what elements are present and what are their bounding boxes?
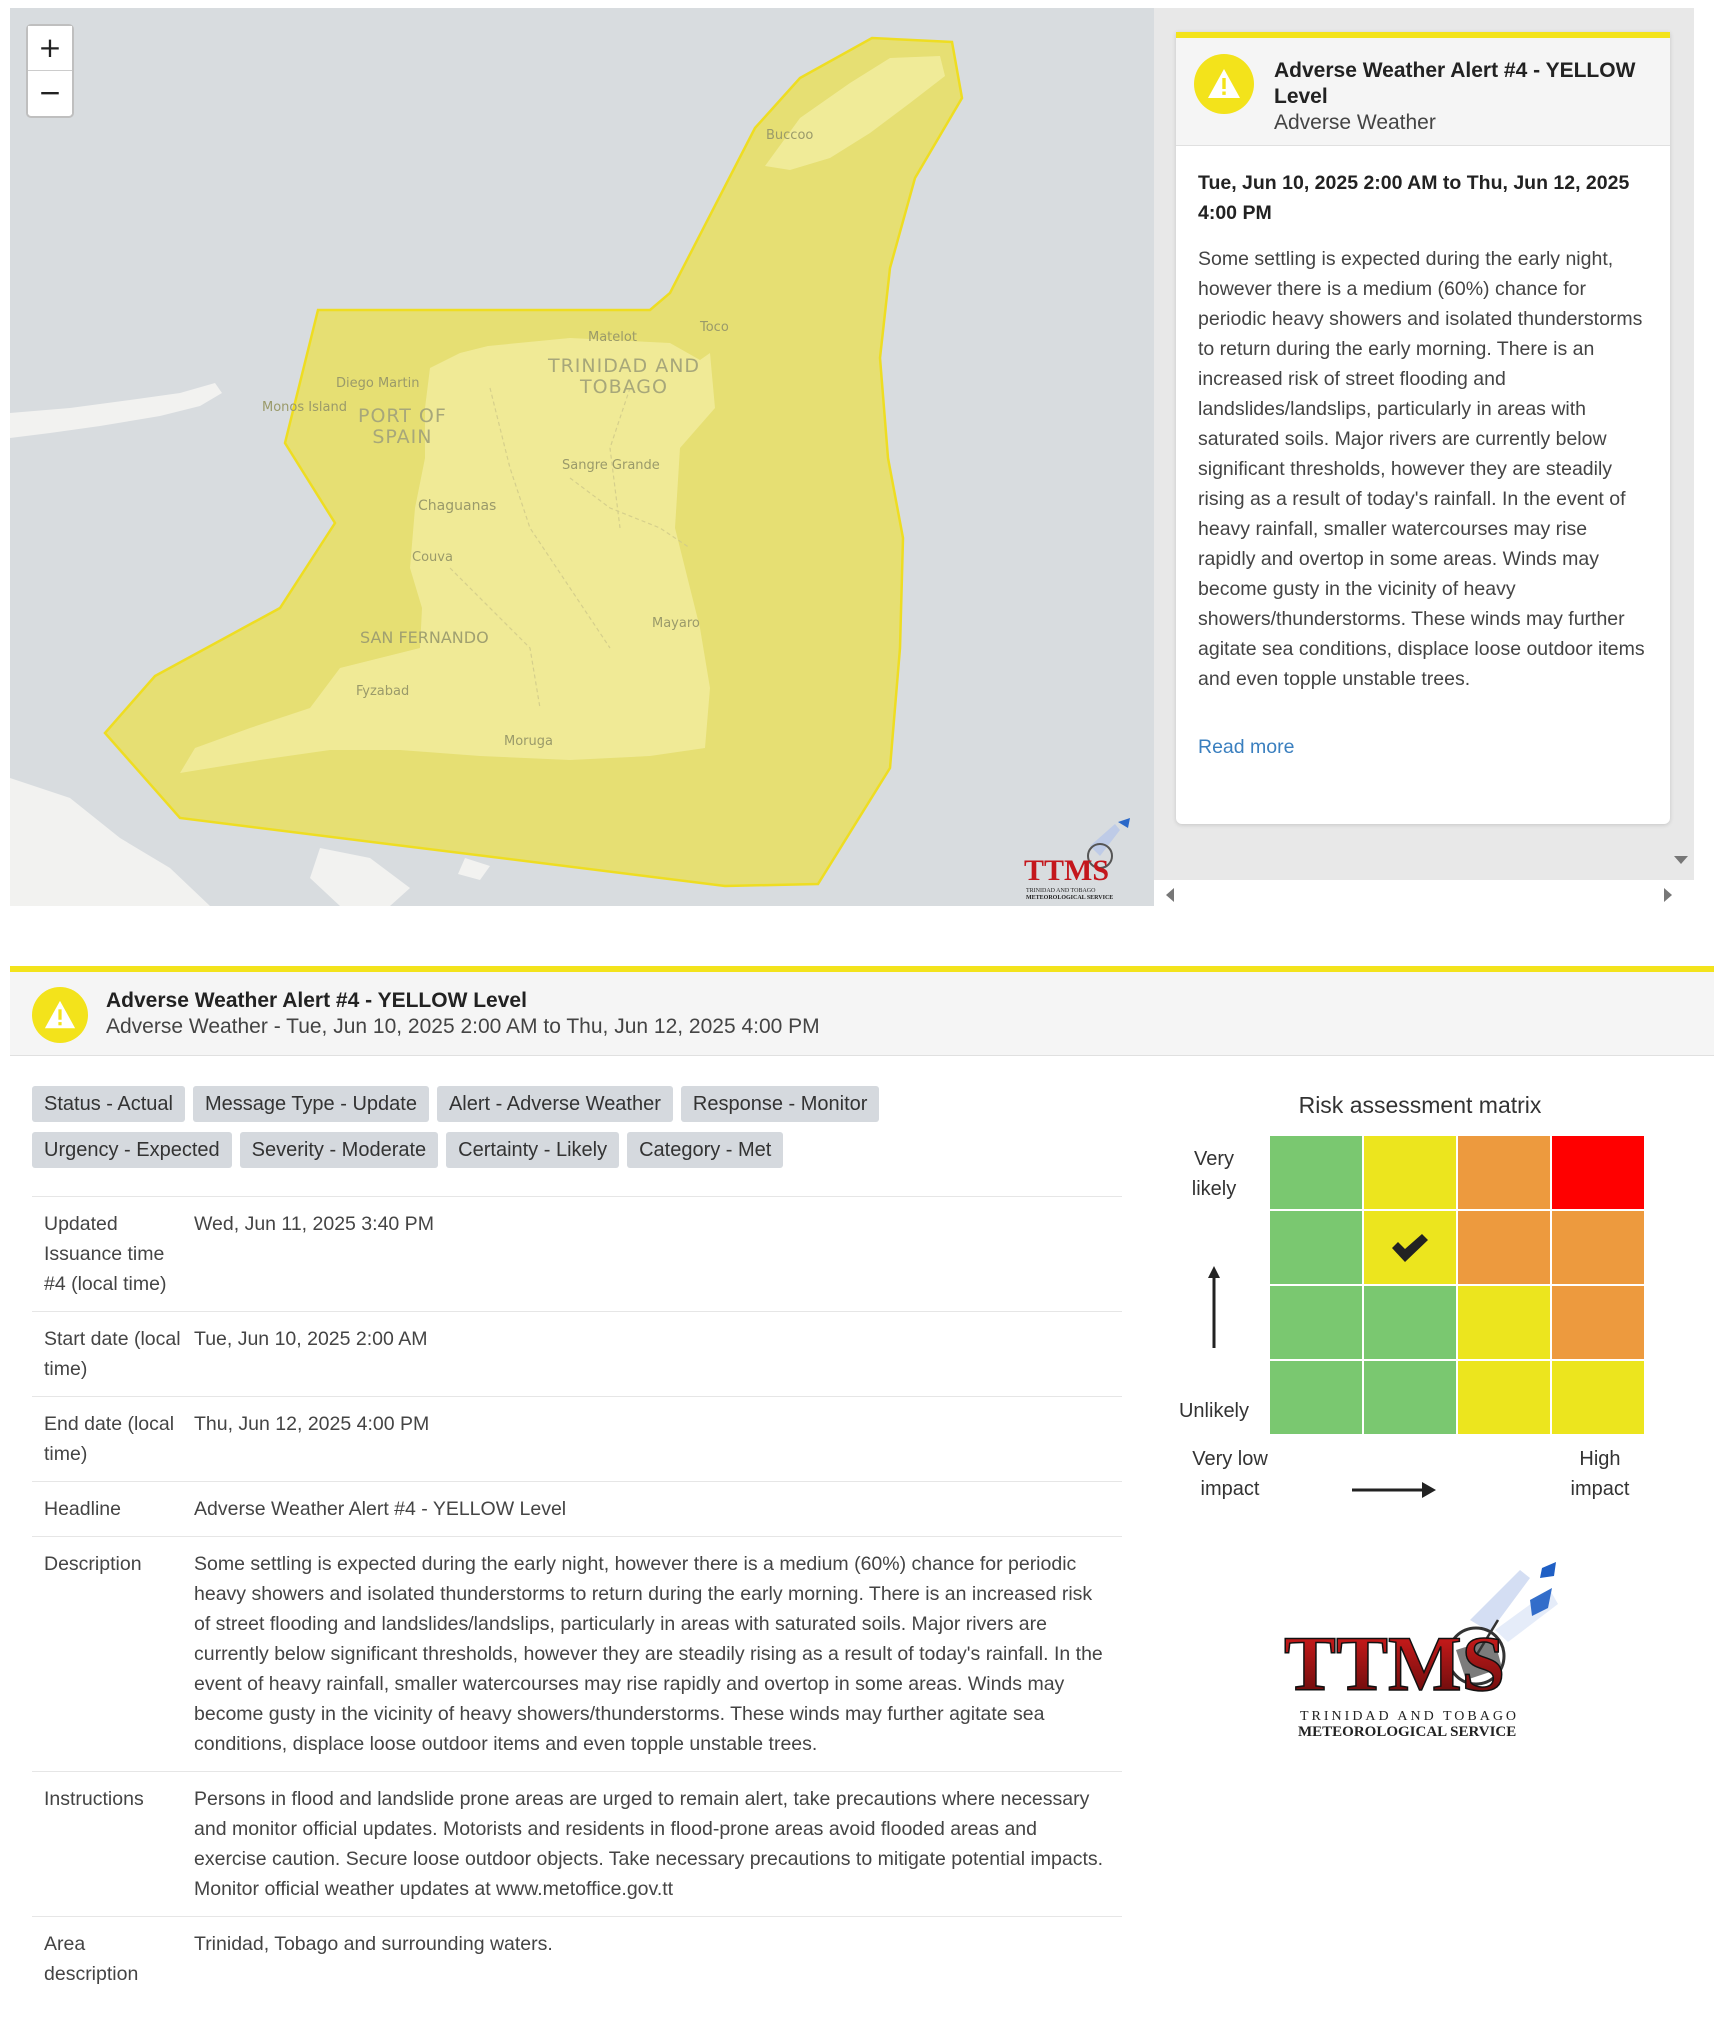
map-label-couva: Couva bbox=[412, 550, 453, 565]
popup-subtitle: Adverse Weather bbox=[1274, 111, 1436, 134]
tag-response: Response - Monitor bbox=[681, 1086, 880, 1122]
risk-cell bbox=[1364, 1211, 1456, 1284]
detail-value: Thu, Jun 12, 2025 4:00 PM bbox=[194, 1397, 1122, 1482]
table-row bbox=[32, 1917, 1122, 2002]
risk-x-right-label: High impact bbox=[1570, 1448, 1630, 1500]
detail-key: Area description bbox=[32, 1917, 194, 2002]
popup-scroll-area[interactable] bbox=[1154, 8, 1694, 880]
tag-urgency: Urgency - Expected bbox=[32, 1132, 232, 1168]
map-label-chaguanas: Chaguanas bbox=[418, 498, 497, 514]
tag-message-type: Message Type - Update bbox=[193, 1086, 429, 1122]
risk-cell bbox=[1270, 1211, 1362, 1284]
risk-cell bbox=[1458, 1136, 1550, 1209]
risk-cell bbox=[1364, 1361, 1456, 1434]
warning-icon bbox=[1194, 54, 1254, 114]
map-label-fyzabad: Fyzabad bbox=[356, 684, 410, 699]
scroll-left-arrow-icon[interactable] bbox=[1166, 888, 1174, 902]
ttms-mini-line2: METEOROLOGICAL SERVICE bbox=[1026, 895, 1114, 901]
risk-cell bbox=[1270, 1361, 1362, 1434]
risk-cell bbox=[1364, 1136, 1456, 1209]
table-row bbox=[32, 1537, 1122, 1772]
ttms-logo-line1: TRINIDAD AND TOBAGO bbox=[1300, 1709, 1520, 1724]
risk-y-bottom-label: Unlikely bbox=[1178, 1400, 1250, 1422]
detail-key: Description bbox=[32, 1537, 194, 1772]
map-label-buccoo: Buccoo bbox=[766, 128, 814, 143]
risk-cell bbox=[1458, 1211, 1550, 1284]
coast-islet bbox=[310, 848, 410, 906]
map-label-san-fernando: SAN FERNANDO bbox=[360, 628, 489, 647]
alert-subtitle: Adverse Weather - Tue, Jun 10, 2025 2:00 AM to Thu, Jun 12, 2025 4:00 PM bbox=[106, 1015, 820, 1038]
risk-grid bbox=[1270, 1136, 1644, 1434]
popup-title: Adverse Weather Alert #4 - YELLOW Level bbox=[1274, 59, 1636, 108]
arrow-up-icon bbox=[1206, 1264, 1222, 1348]
scroll-down-arrow-icon[interactable] bbox=[1674, 856, 1688, 864]
risk-cell bbox=[1458, 1361, 1550, 1434]
checkmark-icon bbox=[1389, 1232, 1431, 1264]
tag-status: Status - Actual bbox=[32, 1086, 185, 1122]
risk-cell bbox=[1270, 1136, 1362, 1209]
paria-peninsula bbox=[10, 383, 222, 438]
horizontal-scrollbar[interactable] bbox=[1154, 882, 1694, 906]
tag-row bbox=[32, 1086, 1132, 1122]
detail-value: Trinidad, Tobago and surrounding waters. bbox=[194, 1917, 1122, 2002]
alert-title: Adverse Weather Alert #4 - YELLOW Level bbox=[106, 989, 527, 1012]
ttms-logo-small bbox=[1020, 816, 1144, 902]
table-row bbox=[32, 1312, 1122, 1397]
risk-cell bbox=[1364, 1286, 1456, 1359]
detail-value: Wed, Jun 11, 2025 3:40 PM bbox=[194, 1197, 1122, 1312]
risk-matrix-title: Risk assessment matrix bbox=[1298, 1092, 1542, 1118]
table-row bbox=[32, 1482, 1122, 1537]
risk-cell bbox=[1552, 1136, 1644, 1209]
alert-popup bbox=[1176, 32, 1670, 824]
ttms-mini-mark: TTMS bbox=[1024, 854, 1110, 887]
risk-cell bbox=[1552, 1286, 1644, 1359]
tag-alert: Alert - Adverse Weather bbox=[437, 1086, 673, 1122]
ttms-mini-line1: TRINIDAD AND TOBAGO bbox=[1026, 888, 1096, 894]
alert-map[interactable] bbox=[10, 8, 1154, 906]
coast-islet bbox=[458, 858, 490, 880]
map-label-sangre-grande: Sangre Grande bbox=[562, 458, 660, 473]
warning-icon bbox=[32, 987, 88, 1043]
detail-key: Instructions bbox=[32, 1772, 194, 1917]
map-label-moruga: Moruga bbox=[504, 734, 553, 749]
tag-certainty: Certainty - Likely bbox=[446, 1132, 619, 1168]
zoom-out-button[interactable]: − bbox=[28, 70, 72, 114]
risk-cell bbox=[1270, 1286, 1362, 1359]
map-canvas[interactable] bbox=[10, 8, 1154, 906]
detail-value: Persons in flood and landslide prone areas are urged to remain alert, take precautions where necessary and monitor official updates. Motorists and residents in flood-prone areas avoid flooded areas and exercise caution. Secure loose outdoor objects. Take necessary precautions to mitigate potential impacts. Monitor official weather updates at www.metoffice.gov.tt bbox=[194, 1772, 1122, 1917]
table-row bbox=[32, 1397, 1122, 1482]
alert-tags bbox=[32, 1086, 1132, 1178]
ttms-logo-line2: METEOROLOGICAL SERVICE bbox=[1298, 1724, 1517, 1740]
map-label-port-of-spain: PORT OF SPAIN bbox=[358, 405, 447, 448]
detail-key: Updated Issuance time #4 (local time) bbox=[32, 1197, 194, 1312]
detail-key: Headline bbox=[32, 1482, 194, 1537]
map-label-matelot: Matelot bbox=[588, 330, 637, 345]
map-label-country: TRINIDAD AND TOBAGO bbox=[548, 355, 701, 398]
ttms-logo bbox=[1280, 1560, 1580, 1750]
detail-value: Some settling is expected during the early night, however there is a medium (60%) chance for periodic heavy showers and isolated thunderstorms to return during the early morning. There is an increased risk of street flooding and landslides/landslips, particularly in areas with saturated soils. Major rivers are currently below significant thresholds, however they are steadily rising as a result of today's rainfall. In the event of heavy rainfall, smaller watercourses may rise rapidly and overtop in some areas. Winds may become gusty in the vicinity of heavy showers/thunderstorms. These winds may further agitate sea conditions, displace loose outdoor items and even topple unstable trees. bbox=[194, 1537, 1122, 1772]
detail-key: Start date (local time) bbox=[32, 1312, 194, 1397]
map-label-toco: Toco bbox=[700, 320, 729, 335]
tag-category: Category - Met bbox=[627, 1132, 783, 1168]
popup-description: Some settling is expected during the early night, however there is a medium (60%) chance for periodic heavy showers and isolated thunderstorms to return during the early morning. There is an increased risk of street flooding and landslides/landslips, particularly in areas with saturated soils. Major rivers are currently below significant thresholds, however they are steadily rising as a result of today's rainfall. In the event of heavy rainfall, smaller watercourses may rise rapidly and overtop in some areas. Winds may become gusty in the vicinity of heavy showers/thunderstorms. These winds may further agitate sea conditions, displace loose outdoor items and even topple unstable trees. bbox=[1198, 248, 1645, 690]
popup-body bbox=[1176, 146, 1670, 759]
arrow-right-icon bbox=[1352, 1478, 1436, 1502]
risk-cell bbox=[1552, 1361, 1644, 1434]
map-label-mayaro: Mayaro bbox=[652, 616, 700, 631]
risk-y-top-label: Very likely bbox=[1191, 1148, 1237, 1200]
risk-assessment-matrix bbox=[1160, 1086, 1640, 1526]
table-row bbox=[32, 1197, 1122, 1312]
zoom-in-button[interactable]: + bbox=[28, 26, 72, 70]
risk-x-left-label: Very low impact bbox=[1192, 1448, 1268, 1500]
scroll-right-arrow-icon[interactable] bbox=[1664, 888, 1672, 902]
table-row bbox=[32, 1772, 1122, 1917]
ttms-logo-mark: TTMS bbox=[1284, 1620, 1506, 1707]
detail-value: Adverse Weather Alert #4 - YELLOW Level bbox=[194, 1482, 1122, 1537]
detail-value: Tue, Jun 10, 2025 2:00 AM bbox=[194, 1312, 1122, 1397]
risk-cell bbox=[1552, 1211, 1644, 1284]
alert-details-table bbox=[32, 1196, 1122, 2001]
map-label-diego-martin: Diego Martin bbox=[336, 376, 420, 391]
alert-header bbox=[10, 966, 1714, 1056]
tag-severity: Severity - Moderate bbox=[240, 1132, 439, 1168]
popup-header bbox=[1176, 38, 1670, 146]
popup-dates: Tue, Jun 10, 2025 2:00 AM to Thu, Jun 12, 2025 4:00 PM bbox=[1198, 172, 1630, 224]
read-more-link[interactable]: Read more bbox=[1198, 736, 1295, 758]
map-label-monos-island: Monos Island bbox=[262, 400, 347, 415]
tag-row bbox=[32, 1132, 1132, 1168]
detail-key: End date (local time) bbox=[32, 1397, 194, 1482]
zoom-control bbox=[26, 24, 74, 118]
risk-cell bbox=[1458, 1286, 1550, 1359]
